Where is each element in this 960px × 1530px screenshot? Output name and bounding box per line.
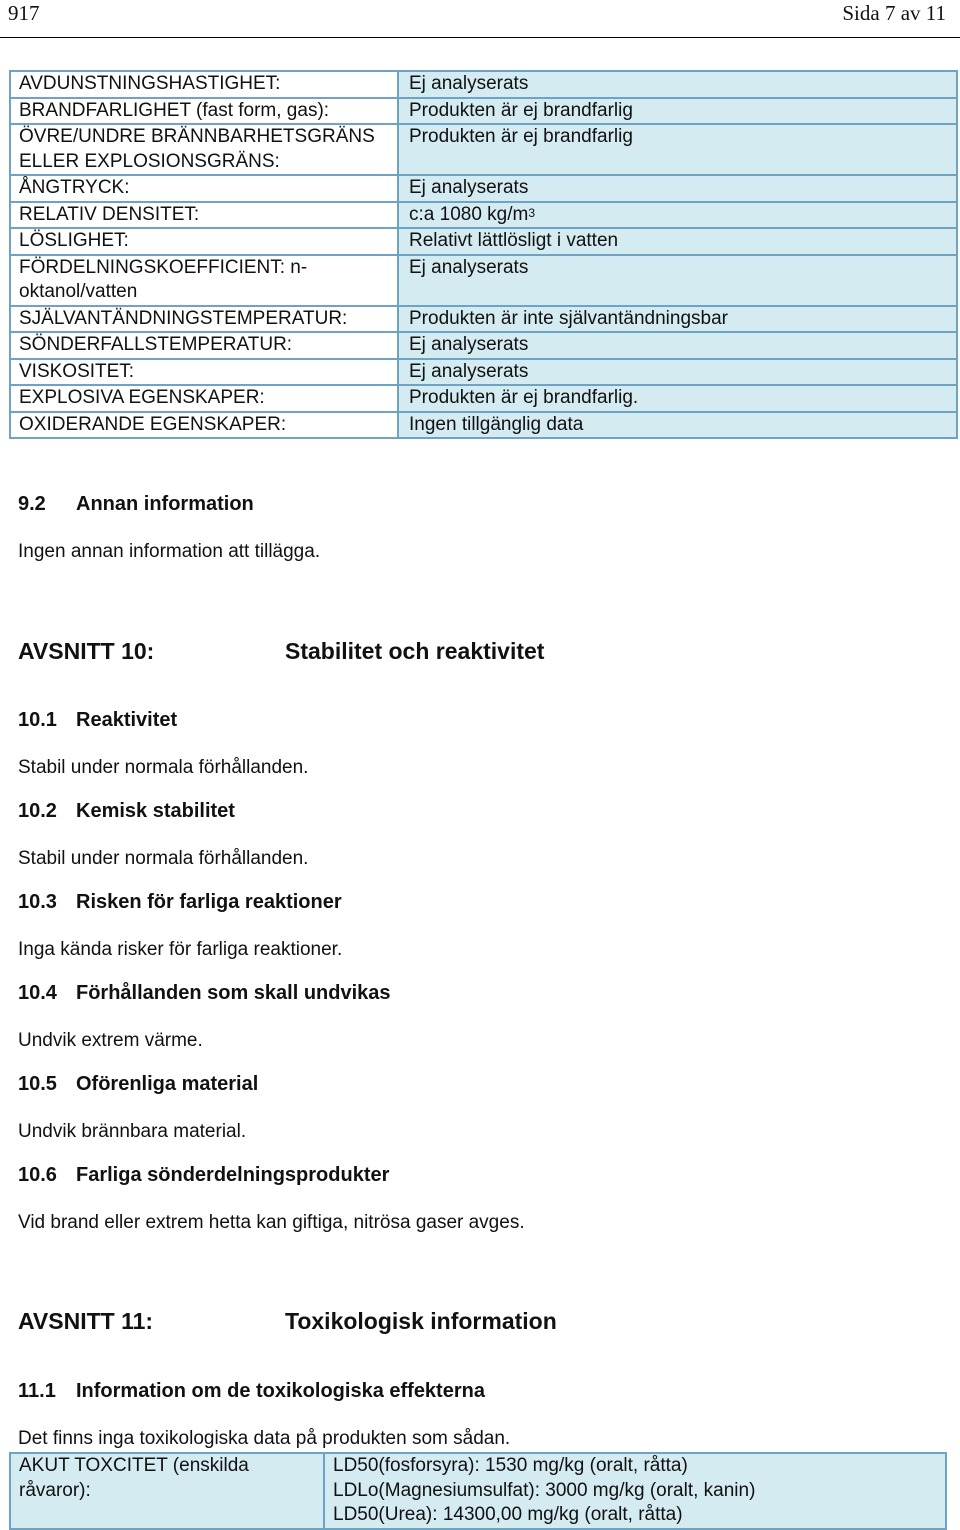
header-divider: [0, 37, 960, 38]
subsection-title: Förhållanden som skall undvikas: [76, 982, 391, 1004]
property-key: ÅNGTRYCK:: [10, 175, 398, 202]
property-value: Ej analyserats: [398, 332, 957, 359]
section-label: AVSNITT 10:: [18, 638, 155, 664]
property-value: Ej analyserats: [398, 359, 957, 386]
table-row: [10, 1453, 946, 1529]
toxicity-value: LD50(Urea): 14300,00 mg/kg (oralt, råtta): [333, 1504, 683, 1525]
subsection-heading: [18, 1164, 389, 1187]
subsection-title: Risken för farliga reaktioner: [76, 891, 342, 913]
subsection-title: Annan information: [76, 493, 254, 515]
property-value: Produkten är ej brandfarlig.: [398, 385, 957, 412]
subsection-heading: [18, 493, 254, 516]
table-row: [10, 175, 957, 202]
table-row: [10, 228, 957, 255]
density-value: c:a 1080 kg/m: [409, 203, 529, 225]
page-code: 917: [8, 1, 40, 25]
subsection-title: Oförenliga material: [76, 1073, 259, 1095]
subsection-heading: [18, 1380, 485, 1403]
table-row: [10, 306, 957, 333]
property-key: ÖVRE/UNDRE BRÄNNBARHETSGRÄNS ELLER EXPLOSIONSGRÄNS:: [10, 124, 398, 175]
property-key: RELATIV DENSITET:: [10, 202, 398, 229]
property-key: BRANDFARLIGHET (fast form, gas):: [10, 98, 398, 125]
section-title: Stabilitet och reaktivitet: [285, 638, 545, 664]
property-key: VISKOSITET:: [10, 359, 398, 386]
subsection-text: Det finns inga toxikologiska data på produkten som sådan.: [18, 1428, 511, 1449]
toxicity-values: [324, 1453, 946, 1529]
property-value: Produkten är ej brandfarlig: [398, 98, 957, 125]
table-row: [10, 255, 957, 306]
subsection-number: 9.2: [18, 493, 46, 515]
subsection-text: Undvik brännbara material.: [18, 1121, 247, 1142]
property-value: Relativt lättlösligt i vatten: [398, 228, 957, 255]
table-row: [10, 385, 957, 412]
property-key: SJÄLVANTÄNDNINGSTEMPERATUR:: [10, 306, 398, 333]
table-row: [10, 359, 957, 386]
subsection-heading: [18, 709, 177, 732]
property-value: Ej analyserats: [398, 255, 957, 306]
subsection-text: Stabil under normala förhållanden.: [18, 848, 309, 869]
subsection-heading: [18, 800, 235, 823]
toxicity-table: [9, 1452, 947, 1530]
property-key: EXPLOSIVA EGENSKAPER:: [10, 385, 398, 412]
subsection-text: Undvik extrem värme.: [18, 1030, 203, 1051]
property-value: Ej analyserats: [398, 71, 957, 98]
subsection-number: 10.4: [18, 982, 57, 1004]
subsection-heading: [18, 891, 342, 914]
subsection-title: Farliga sönderdelningsprodukter: [76, 1164, 390, 1186]
subsection-text: Inga kända risker för farliga reaktioner.: [18, 939, 343, 960]
subsection-text: Ingen annan information att tillägga.: [18, 541, 321, 562]
subsection-title: Reaktivitet: [76, 709, 178, 731]
property-key: LÖSLIGHET:: [10, 228, 398, 255]
subsection-number: 10.6: [18, 1164, 57, 1186]
physical-properties-table: [9, 70, 958, 439]
property-key: OXIDERANDE EGENSKAPER:: [10, 412, 398, 439]
subsection-number: 11.1: [18, 1380, 56, 1402]
subsection-number: 10.2: [18, 800, 57, 822]
property-key: FÖRDELNINGSKOEFFICIENT: n-oktanol/vatten: [10, 255, 398, 306]
table-row: [10, 98, 957, 125]
page-number: Sida 7 av 11: [842, 1, 946, 25]
subsection-heading: [18, 1073, 258, 1096]
table-row: [10, 332, 957, 359]
section-title: Toxikologisk information: [285, 1308, 557, 1334]
table-row: [10, 202, 957, 229]
toxicity-key: AKUT TOXCITET (enskilda råvaror):: [10, 1453, 324, 1529]
property-key: AVDUNSTNINGSHASTIGHET:: [10, 71, 398, 98]
property-value: [398, 202, 957, 229]
subsection-number: 10.3: [18, 891, 57, 913]
subsection-title: Kemisk stabilitet: [76, 800, 235, 822]
property-value: Produkten är inte självantändningsbar: [398, 306, 957, 333]
property-value: Ingen tillgänglig data: [398, 412, 957, 439]
subsection-text: Vid brand eller extrem hetta kan giftiga, nitrösa gaser avges.: [18, 1212, 525, 1233]
subsection-heading: [18, 982, 391, 1005]
table-row: [10, 124, 957, 175]
subsection-number: 10.1: [18, 709, 57, 731]
density-exponent: 3: [528, 205, 536, 220]
property-value: Ej analyserats: [398, 175, 957, 202]
subsection-number: 10.5: [18, 1073, 57, 1095]
section-heading: [18, 1308, 557, 1335]
table-row: [10, 412, 957, 439]
section-label: AVSNITT 11:: [18, 1308, 154, 1334]
section-heading: [18, 638, 545, 665]
table-row: [10, 71, 957, 98]
property-key: SÖNDERFALLSTEMPERATUR:: [10, 332, 398, 359]
subsection-text: Stabil under normala förhållanden.: [18, 757, 309, 778]
toxicity-value: LD50(fosforsyra): 1530 mg/kg (oralt, råtta): [333, 1455, 688, 1476]
property-value: Produkten är ej brandfarlig: [398, 124, 957, 175]
toxicity-value: LDLo(Magnesiumsulfat): 3000 mg/kg (oralt, kanin): [333, 1479, 756, 1501]
subsection-title: Information om de toxikologiska effekterna: [76, 1380, 485, 1402]
